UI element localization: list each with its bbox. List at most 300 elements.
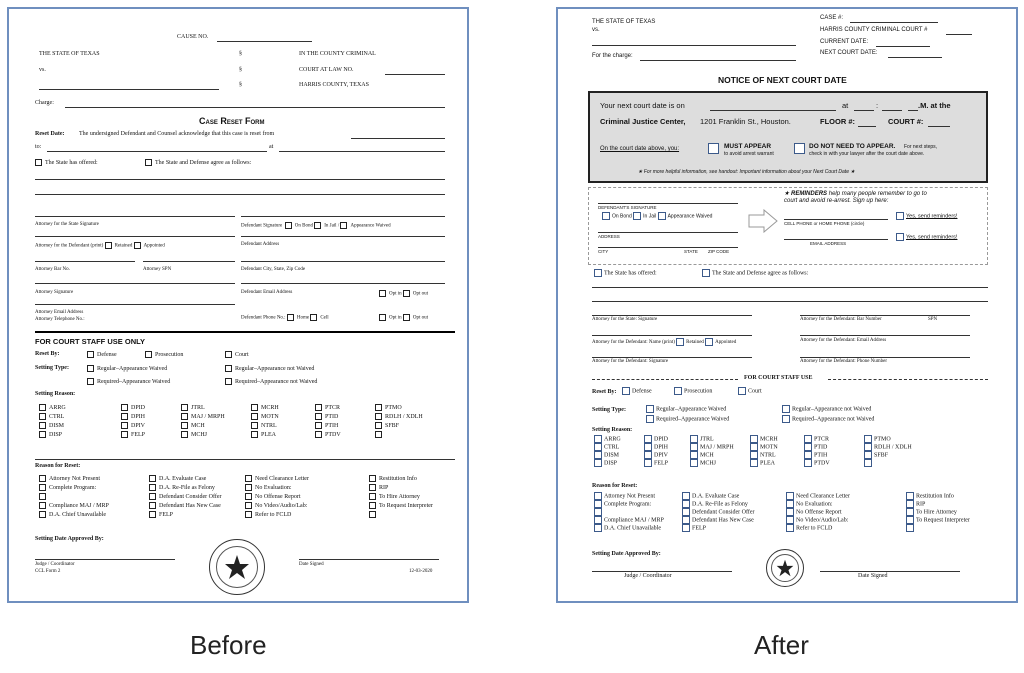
checkbox[interactable] (906, 500, 914, 508)
setting-type-checkbox[interactable] (782, 405, 790, 413)
checkbox-label: PTDV (325, 431, 341, 438)
setting-type-checkbox[interactable] (87, 378, 94, 385)
checkbox-item (864, 451, 924, 459)
judge-label: Judge / Coordinator (35, 562, 75, 567)
checkbox[interactable] (251, 413, 258, 420)
checkbox-item (682, 492, 786, 500)
def-name-label: Attorney for the Defendant: Name (print) (592, 340, 675, 346)
vs-label: vs. (39, 67, 46, 73)
must-appear-checkbox[interactable] (708, 143, 719, 154)
defense-checkbox[interactable] (87, 351, 94, 358)
reset-date-label: Reset Date: (35, 131, 65, 137)
checkbox-item (245, 484, 369, 491)
checkbox-label: D.A. Chief Unavailable (49, 511, 106, 518)
checkbox-item (149, 484, 245, 491)
checkbox-label: DPIH (654, 444, 669, 451)
checkbox[interactable] (804, 435, 812, 443)
retained-checkbox[interactable] (676, 338, 684, 346)
checkbox-item (682, 508, 786, 516)
checkbox-item (906, 500, 996, 508)
email-label: EMAIL ADDRESS (810, 241, 847, 246)
checkbox-label: PTIH (325, 422, 339, 429)
checkbox[interactable] (786, 516, 794, 524)
checkbox-item (121, 413, 181, 420)
state-offered-label: The State has offered: (45, 159, 98, 166)
phone-opt-in-checkbox[interactable] (379, 314, 386, 321)
checkbox-label: PTID (814, 444, 828, 451)
defense-checkbox[interactable] (622, 387, 630, 395)
home-checkbox[interactable] (287, 314, 294, 321)
checkbox-item (375, 422, 435, 429)
appointed-checkbox[interactable] (134, 242, 141, 249)
checkbox-item (245, 502, 369, 509)
setting-type-checkbox[interactable] (225, 378, 232, 385)
checkbox[interactable] (39, 413, 46, 420)
checkbox-label: NTRL (261, 422, 277, 429)
checkbox[interactable] (39, 431, 46, 438)
def-phone-label: Attorney for the Defendant: Phone Number (800, 359, 888, 364)
checkbox[interactable] (864, 451, 872, 459)
checkbox[interactable] (121, 422, 128, 429)
checkbox-item (644, 443, 690, 451)
checkbox-label: Restitution Info (916, 493, 954, 500)
checkbox-label: SFBF (874, 452, 889, 459)
checkbox[interactable] (375, 422, 382, 429)
checkbox-item (644, 451, 690, 459)
checkbox[interactable] (682, 500, 690, 508)
staff-use-heading: FOR COURT STAFF USE (744, 375, 813, 381)
checkbox[interactable] (245, 502, 252, 509)
setting-type-option: Required–Appearance not Waived (235, 378, 318, 385)
to-label: to: (35, 144, 42, 150)
checkbox[interactable] (786, 500, 794, 508)
checkbox-item (682, 524, 786, 532)
yes-send-label: Yes, send reminders! (906, 213, 958, 220)
checkbox-item (245, 511, 369, 518)
checkbox-item (149, 493, 245, 500)
checkbox[interactable] (804, 451, 812, 459)
avoid-warrant-label: to avoid arrest warrant (724, 151, 774, 157)
checkbox[interactable] (375, 413, 382, 420)
state-of-texas: THE STATE OF TEXAS (39, 51, 100, 57)
checkbox[interactable] (594, 435, 602, 443)
opt-in-label: Opt in (389, 291, 402, 297)
agree-checkbox[interactable] (145, 159, 152, 166)
def-city-label: Defendant City, State, Zip Code (241, 267, 306, 272)
cell-checkbox[interactable] (310, 314, 317, 321)
court-checkbox[interactable] (738, 387, 746, 395)
before-form-page (7, 7, 469, 603)
checkbox-label: PTMO (385, 404, 402, 411)
at-label: at (842, 101, 849, 110)
checkbox[interactable] (181, 404, 188, 411)
checkbox[interactable] (315, 431, 322, 438)
checkbox[interactable] (906, 524, 914, 532)
setting-type-checkbox[interactable] (646, 415, 654, 423)
state-of-texas: THE STATE OF TEXAS (592, 19, 656, 25)
def-email-label: Defendant Email Address (241, 290, 293, 295)
checkbox[interactable] (906, 516, 914, 524)
setting-type-option: Required–Appearance Waived (97, 378, 171, 385)
form-title: Case Reset Form (199, 116, 265, 126)
checkbox[interactable] (906, 508, 914, 516)
checkbox-item (594, 508, 682, 516)
checkbox[interactable] (369, 511, 376, 518)
checkbox[interactable] (644, 451, 652, 459)
checkbox-item (39, 431, 121, 438)
defense-label: Defense (632, 388, 652, 395)
on-bond-label: On Bond (612, 213, 632, 220)
checkbox[interactable] (750, 459, 758, 467)
checkbox-item (375, 413, 435, 420)
checkbox[interactable] (149, 475, 156, 482)
checkbox[interactable] (245, 484, 252, 491)
setting-reason-label: Setting Reason: (35, 391, 76, 397)
reset-by-label: Reset By: (35, 351, 60, 357)
checkbox-label: PTCR (325, 404, 341, 411)
checkbox-label: DPID (131, 404, 146, 411)
checkbox[interactable] (369, 493, 376, 500)
checkbox[interactable] (245, 511, 252, 518)
checkbox[interactable] (644, 443, 652, 451)
appearance-waived-label: Appearance Waived (667, 213, 713, 220)
checkbox[interactable] (315, 413, 322, 420)
helpful-info: For more helpful information, see handout: Important information about your Next Court Date (643, 169, 849, 175)
setting-reason-label: Setting Reason: (592, 427, 633, 433)
checkbox-item (369, 511, 459, 518)
checkbox-item (375, 404, 435, 411)
section-mark: § (239, 82, 242, 88)
on-bond-checkbox[interactable] (602, 212, 610, 220)
checkbox-label: MOTN (261, 413, 279, 420)
before-caption: Before (190, 630, 267, 660)
address-label: ADDRESS (598, 234, 620, 239)
checkbox-item (906, 524, 996, 532)
checkbox-label: PTIH (814, 452, 828, 459)
checkbox-item (906, 508, 996, 516)
checkbox-label: Complete Program: (49, 484, 97, 491)
checkbox[interactable] (594, 500, 602, 508)
checkbox[interactable] (149, 511, 156, 518)
checkbox-label: MCHJ (700, 460, 717, 467)
checkbox-label: CTRL (604, 444, 620, 451)
checkbox[interactable] (644, 435, 652, 443)
retained-checkbox[interactable] (105, 242, 112, 249)
checkbox-item (369, 484, 459, 491)
checkbox[interactable] (149, 484, 156, 491)
checkbox[interactable] (39, 422, 46, 429)
checkbox[interactable] (149, 502, 156, 509)
checkbox[interactable] (906, 492, 914, 500)
checkbox[interactable] (594, 516, 602, 524)
checkbox[interactable] (786, 524, 794, 532)
checkbox-item (750, 435, 804, 443)
setting-type-checkbox[interactable] (782, 415, 790, 423)
checkbox[interactable] (121, 413, 128, 420)
checkbox-item (315, 404, 375, 411)
checkbox[interactable] (594, 508, 602, 516)
checkbox[interactable] (594, 451, 602, 459)
checkbox[interactable] (245, 493, 252, 500)
checkbox[interactable] (750, 443, 758, 451)
home-label: Home (296, 315, 310, 321)
zip-label: ZIP CODE (708, 249, 730, 254)
checkbox-label: Refer to FCLD (796, 525, 833, 532)
setting-type-checkbox[interactable] (646, 405, 654, 413)
form-number: CCL Form 2 (35, 569, 61, 574)
checkbox-item (594, 459, 644, 467)
def-bar-label: Attorney for the Defendant: Bar Number (800, 317, 882, 322)
checkbox-label: No Evaluation: (796, 501, 833, 508)
checkbox-item (369, 502, 459, 509)
on-bond-label: On Bond (294, 223, 313, 229)
checkbox-item (644, 459, 690, 467)
checkbox[interactable] (375, 404, 382, 411)
checkbox-item (375, 431, 435, 438)
checkbox[interactable] (786, 508, 794, 516)
checkbox[interactable] (375, 431, 382, 438)
checkbox-label: CTRL (49, 413, 65, 420)
checkbox[interactable] (181, 413, 188, 420)
checkbox-label: No Offense Report (796, 509, 842, 516)
checkbox[interactable] (315, 422, 322, 429)
checkbox-item (594, 500, 682, 508)
opt-out-label: Opt out (412, 291, 429, 297)
checkbox-item (251, 404, 315, 411)
on-bond-checkbox[interactable] (285, 222, 292, 229)
in-jail-checkbox[interactable] (633, 212, 641, 220)
checkbox[interactable] (251, 431, 258, 438)
checkbox[interactable] (181, 422, 188, 429)
checkbox[interactable] (121, 431, 128, 438)
on-date-above: On the court date above, you: (600, 146, 680, 152)
checkbox[interactable] (594, 524, 602, 532)
checkbox-item (682, 500, 786, 508)
checkbox-item (786, 508, 906, 516)
checkbox[interactable] (594, 459, 602, 467)
checkbox[interactable] (121, 404, 128, 411)
checkbox-item (39, 502, 149, 509)
checkbox-label: DISM (604, 452, 620, 459)
date-signed-label: Date Signed (858, 573, 888, 579)
agree-label: The State and Defense agree as follows: (155, 159, 252, 166)
checkbox[interactable] (39, 511, 46, 518)
checkbox-label: No Offense Report (255, 493, 301, 500)
checkbox-label: MCRH (760, 436, 778, 443)
setting-type-checkbox[interactable] (225, 365, 232, 372)
checkbox-label: Defendant Has New Case (692, 517, 754, 524)
checkbox-item (594, 492, 682, 500)
checkbox-item (644, 435, 690, 443)
checkbox-item (750, 451, 804, 459)
checkbox-item (315, 422, 375, 429)
checkbox[interactable] (251, 404, 258, 411)
setting-type-option: Regular–Appearance not Waived (235, 365, 315, 372)
checkbox[interactable] (251, 422, 258, 429)
checkbox-label: MCHJ (191, 431, 208, 438)
checkbox-label: JTRL (700, 436, 714, 443)
checkbox-item (39, 404, 121, 411)
checkbox[interactable] (786, 492, 794, 500)
retained-label: Retained (686, 340, 704, 346)
prosecution-label: Prosecution (155, 351, 184, 358)
email-opt-in-checkbox[interactable] (379, 290, 386, 297)
checkbox[interactable] (149, 493, 156, 500)
checkbox-label: ARRG (49, 404, 66, 411)
checkbox-label: RDLH / XDLH (385, 413, 423, 420)
checkbox-item (594, 451, 644, 459)
checkbox-item (39, 493, 149, 500)
checkbox-label: Attorney Not Present (49, 475, 100, 482)
court-checkbox[interactable] (225, 351, 232, 358)
in-jail-label: In Jail (643, 213, 657, 220)
checkbox[interactable] (181, 431, 188, 438)
spn-label: SPN (928, 317, 938, 322)
court-label: COURT #: (888, 117, 924, 126)
checkbox[interactable] (864, 435, 872, 443)
checkbox[interactable] (369, 484, 376, 491)
checkbox[interactable] (682, 524, 690, 532)
checkbox[interactable] (39, 475, 46, 482)
notice-title: NOTICE OF NEXT COURT DATE (718, 75, 847, 85)
date-signed-label: Date Signed (299, 562, 324, 567)
checkbox-item (121, 431, 181, 438)
checkbox-label: No Video/Audio/Lab: (796, 517, 849, 524)
checkbox-item (369, 475, 459, 482)
reminders-bold: REMINDERS (791, 191, 828, 197)
phone-opt-out-checkbox[interactable] (403, 314, 410, 321)
checkbox[interactable] (690, 459, 698, 467)
checkbox-label: DPIV (654, 452, 669, 459)
checkbox-item (804, 459, 864, 467)
appearance-waived-checkbox[interactable] (658, 212, 666, 220)
appointed-checkbox[interactable] (705, 338, 713, 346)
checkbox[interactable] (864, 459, 872, 467)
state-offered-checkbox[interactable] (35, 159, 42, 166)
checkbox[interactable] (315, 404, 322, 411)
section-mark: § (239, 51, 242, 57)
court-no-label: HARRIS COUNTY CRIMINAL COURT # (820, 27, 928, 33)
setting-type-option: Regular–Appearance Waived (656, 406, 727, 413)
checkbox[interactable] (804, 443, 812, 451)
do-not-need-checkbox[interactable] (794, 143, 805, 154)
checkbox[interactable] (245, 475, 252, 482)
checkbox-label: Compliance MAJ / MRP (604, 517, 664, 524)
def-signature-label: DEFENDANT'S SIGNATURE (598, 205, 657, 210)
checkbox-label: No Evaluation: (255, 484, 292, 491)
checkbox-item (906, 516, 996, 524)
reminders-text-2: court and avoid re-arrest. Sign up here: (784, 198, 889, 204)
court-line-3: HARRIS COUNTY, TEXAS (299, 82, 369, 88)
reason-for-reset-label: Reason for Reset: (592, 483, 638, 489)
checkbox[interactable] (690, 443, 698, 451)
checkbox-item (181, 413, 251, 420)
checkbox-item (804, 451, 864, 459)
checkbox[interactable] (39, 493, 46, 500)
checkbox-item (786, 516, 906, 524)
checkbox[interactable] (750, 451, 758, 459)
checkbox-item (690, 435, 750, 443)
in-jail-label: In Jail (324, 223, 337, 229)
yes-send-label: Yes, send reminders! (906, 234, 958, 241)
appointed-label: Appointed (715, 340, 737, 346)
checkbox[interactable] (594, 492, 602, 500)
state-offered-checkbox[interactable] (594, 269, 602, 277)
appearance-waived-checkbox[interactable] (337, 222, 347, 229)
checkbox-item (690, 459, 750, 467)
state-offered-label: The State has offered: (604, 270, 657, 277)
checkbox-label: ARRG (604, 436, 621, 443)
do-not-need-label: DO NOT NEED TO APPEAR. (809, 143, 896, 150)
checkbox[interactable] (864, 443, 872, 451)
case-no-label: CASE #: (820, 15, 844, 21)
checkbox[interactable] (804, 459, 812, 467)
attorney-email-label: Attorney Email Address (35, 310, 84, 315)
state-label: STATE (684, 249, 698, 254)
agree-checkbox[interactable] (702, 269, 710, 277)
checkbox[interactable] (369, 502, 376, 509)
prosecution-checkbox[interactable] (145, 351, 152, 358)
checkbox[interactable] (644, 459, 652, 467)
checkbox-label: Complete Program: (604, 501, 652, 508)
setting-type-checkbox[interactable] (87, 365, 94, 372)
checkbox-item (786, 500, 906, 508)
checkbox-item (906, 492, 996, 500)
yes-send-email-checkbox[interactable] (896, 233, 904, 241)
reset-by-label: Reset By: (592, 389, 617, 395)
checkbox[interactable] (682, 508, 690, 516)
checkbox[interactable] (39, 404, 46, 411)
checkbox-label: RDLH / XDLH (874, 444, 912, 451)
email-opt-out-checkbox[interactable] (403, 290, 410, 297)
checkbox[interactable] (750, 435, 758, 443)
in-jail-checkbox[interactable] (314, 222, 321, 229)
checkbox-label: DISP (49, 431, 63, 438)
checkbox[interactable] (682, 516, 690, 524)
check-lawyer-label: check in with your lawyer after the court date above. (809, 151, 925, 157)
checkbox-item (251, 431, 315, 438)
checkbox[interactable] (594, 443, 602, 451)
checkbox[interactable] (39, 484, 46, 491)
prosecution-checkbox[interactable] (674, 387, 682, 395)
checkbox-item (39, 511, 149, 518)
next-steps-label: For next steps, (904, 144, 938, 150)
court-label: Court (235, 351, 249, 358)
cjc-label: Criminal Justice Center, (600, 117, 686, 126)
checkbox-item (786, 492, 906, 500)
checkbox-item (245, 475, 369, 482)
checkbox-label: MOTN (760, 444, 778, 451)
checkbox-label: DPID (654, 436, 669, 443)
checkbox-label: PLEA (760, 460, 775, 467)
checkbox-item (149, 475, 245, 482)
checkbox-item (39, 475, 149, 482)
checkbox[interactable] (690, 451, 698, 459)
checkbox[interactable] (39, 502, 46, 509)
setting-type-option: Required–Appearance not Waived (792, 416, 875, 423)
checkbox[interactable] (690, 435, 698, 443)
checkbox-item (251, 413, 315, 420)
def-phone-label: Defendant Phone No.: (241, 315, 286, 321)
court-line-1: IN THE COUNTY CRIMINAL (299, 51, 376, 57)
checkbox-item (690, 451, 750, 459)
charge-label: For the charge: (592, 53, 633, 59)
yes-send-phone-checkbox[interactable] (896, 212, 904, 220)
checkbox[interactable] (369, 475, 376, 482)
checkbox-item (804, 443, 864, 451)
attorney-phone-label: Attorney Telephone No.: (35, 317, 85, 322)
checkbox[interactable] (682, 492, 690, 500)
